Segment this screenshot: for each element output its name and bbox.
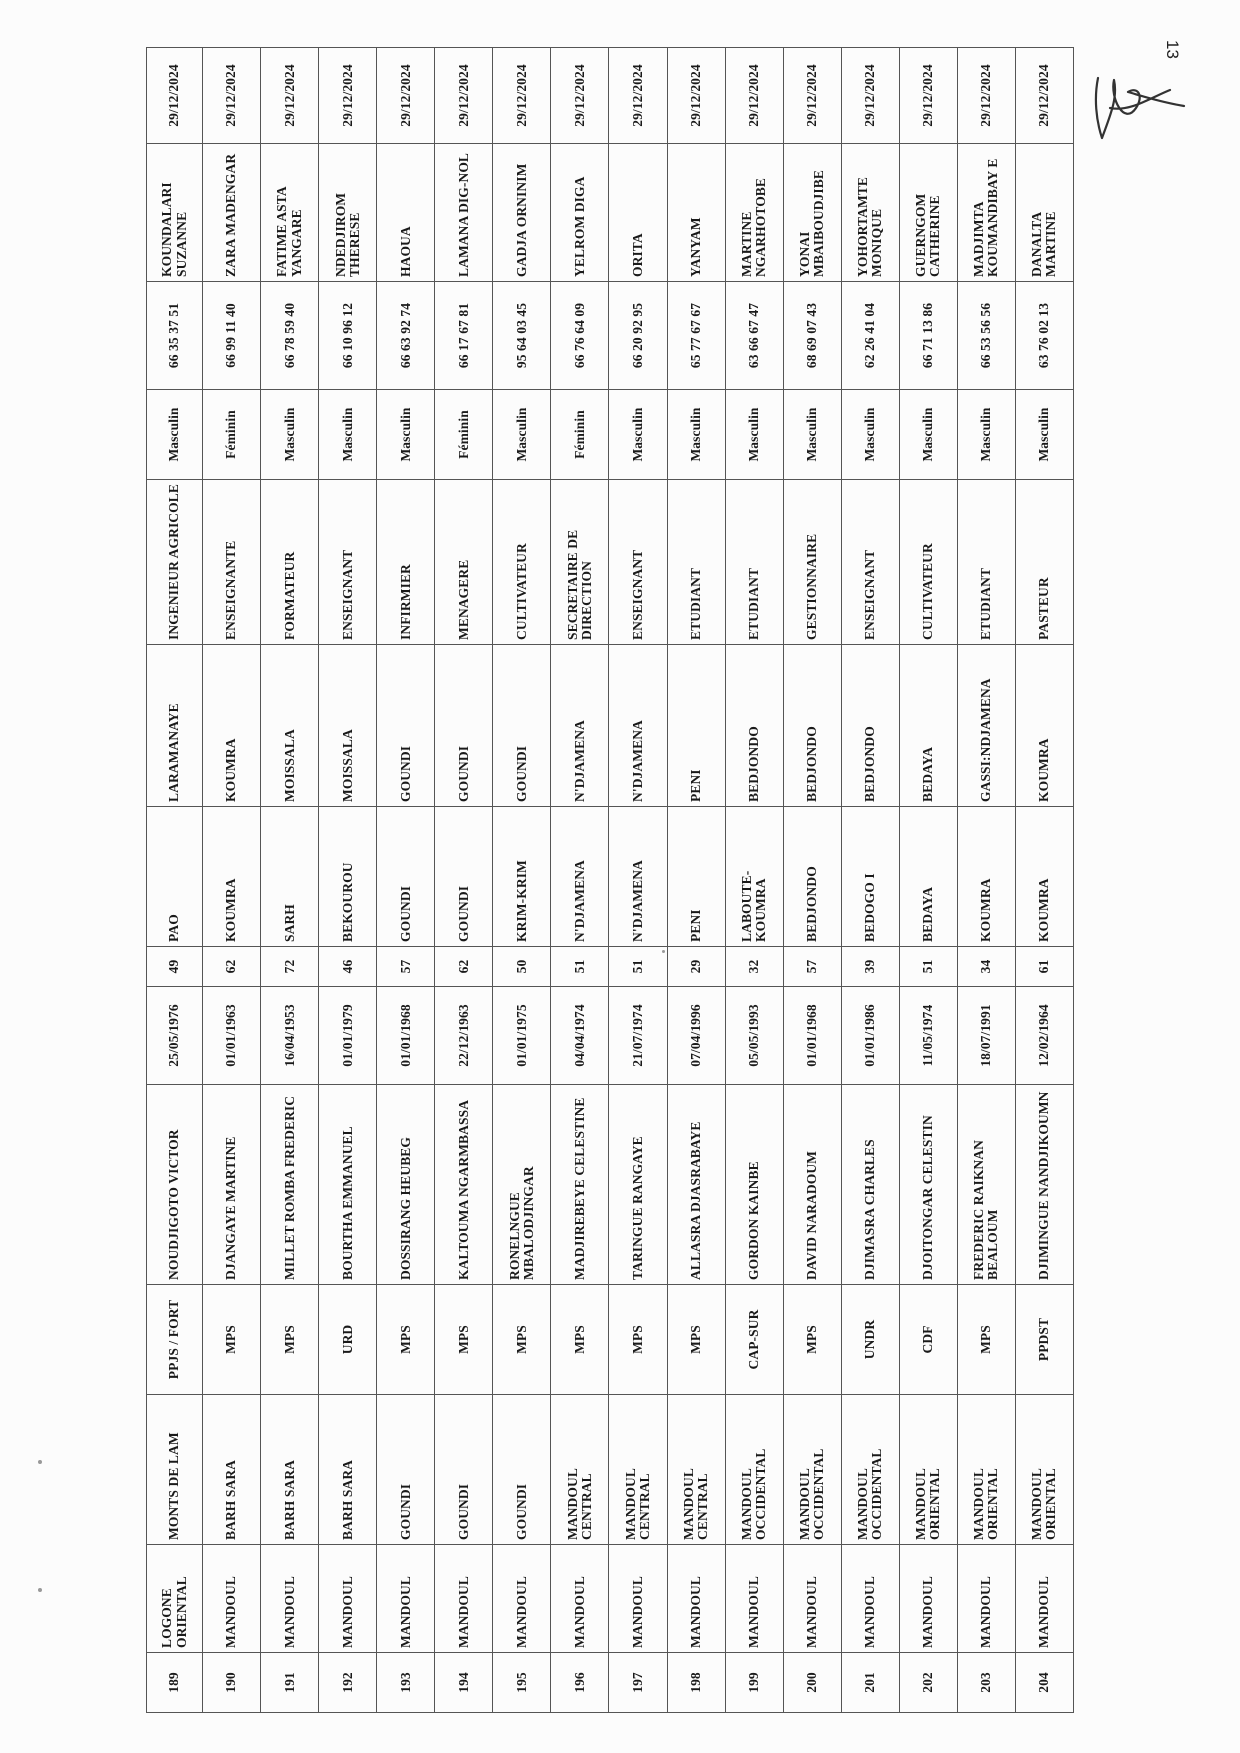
- sex-cell: Masculin: [609, 390, 667, 480]
- candidate-name-cell: KALTOUMA NGARMBASSA: [435, 1085, 493, 1285]
- residence-cell: BEDJONDO: [783, 645, 841, 807]
- phone-cell: 66 99 11 40: [203, 282, 261, 390]
- row-number: 196: [551, 1653, 609, 1713]
- row-number: 192: [319, 1653, 377, 1713]
- pao-cell: BEDAYA: [899, 807, 957, 947]
- pao-cell: PENI: [667, 807, 725, 947]
- table-row: [667, 48, 725, 1713]
- sex-cell: Masculin: [319, 390, 377, 480]
- profession-cell: ENSEIGNANTE: [203, 480, 261, 645]
- department-cell: MANDOUL CENTRAL: [551, 1395, 609, 1545]
- table-row: [957, 48, 1015, 1713]
- profession-cell: GESTIONNAIRE: [783, 480, 841, 645]
- party-cell: MPS: [435, 1285, 493, 1395]
- birth-date-cell: 01/01/1968: [783, 987, 841, 1085]
- table-row: [493, 48, 551, 1713]
- sex-cell: Masculin: [261, 390, 319, 480]
- pao-cell: BEDJONDO: [783, 807, 841, 947]
- birth-date-cell: 01/01/1979: [319, 987, 377, 1085]
- table-row: [609, 48, 667, 1713]
- table-row: [725, 48, 783, 1713]
- date-cell: 29/12/2024: [841, 48, 899, 144]
- department-cell: BARH SARA: [203, 1395, 261, 1545]
- substitute-cell: YONAI MBAIBOUDJIBE: [783, 144, 841, 282]
- date-cell: 29/12/2024: [899, 48, 957, 144]
- substitute-cell: YANYAM: [667, 144, 725, 282]
- sex-cell: Masculin: [899, 390, 957, 480]
- birth-date-cell: 05/05/1993: [725, 987, 783, 1085]
- table-row: [147, 48, 203, 1713]
- phone-cell: 66 20 92 95: [609, 282, 667, 390]
- age-cell: 57: [377, 947, 435, 987]
- age-cell: 32: [725, 947, 783, 987]
- residence-cell: GOUNDI: [377, 645, 435, 807]
- province-cell: LOGONE ORIENTAL: [147, 1545, 203, 1653]
- department-cell: BARH SARA: [319, 1395, 377, 1545]
- date-cell: 29/12/2024: [551, 48, 609, 144]
- date-cell: 29/12/2024: [493, 48, 551, 144]
- candidate-name-cell: DAVID NARADOUM: [783, 1085, 841, 1285]
- pao-cell: LABOUTE-KOUMRA: [725, 807, 783, 947]
- candidate-table: [146, 47, 1074, 1713]
- phone-cell: 66 17 67 81: [435, 282, 493, 390]
- table-row: [899, 48, 957, 1713]
- table-row: [841, 48, 899, 1713]
- substitute-cell: FATIME ASTA YANGARE: [261, 144, 319, 282]
- date-cell: 29/12/2024: [667, 48, 725, 144]
- candidate-name-cell: TARINGUE RANGAYE: [609, 1085, 667, 1285]
- pao-cell: KOUMRA: [203, 807, 261, 947]
- phone-cell: 63 66 67 47: [725, 282, 783, 390]
- date-cell: 29/12/2024: [783, 48, 841, 144]
- sex-cell: Masculin: [783, 390, 841, 480]
- scan-speck: [38, 1588, 42, 1592]
- party-cell: CDF: [899, 1285, 957, 1395]
- department-cell: GOUNDI: [377, 1395, 435, 1545]
- row-number: 201: [841, 1653, 899, 1713]
- residence-cell: KOUMRA: [203, 645, 261, 807]
- party-cell: UNDR: [841, 1285, 899, 1395]
- phone-cell: 66 35 37 51: [147, 282, 203, 390]
- candidate-name-cell: ALLASRA DJASRABAYE: [667, 1085, 725, 1285]
- province-cell: MANDOUL: [783, 1545, 841, 1653]
- substitute-cell: DANALTA MARTINE: [1015, 144, 1073, 282]
- row-number: 194: [435, 1653, 493, 1713]
- pao-cell: SARH: [261, 807, 319, 947]
- age-cell: 72: [261, 947, 319, 987]
- department-cell: BARH SARA: [261, 1395, 319, 1545]
- date-cell: 29/12/2024: [725, 48, 783, 144]
- pao-cell: BEDOGO I: [841, 807, 899, 947]
- candidate-name-cell: MILLET ROMBA FREDERIC: [261, 1085, 319, 1285]
- substitute-cell: GADJA ORNINIM: [493, 144, 551, 282]
- party-cell: MPS: [957, 1285, 1015, 1395]
- pao-cell: N'DJAMENA: [609, 807, 667, 947]
- province-cell: MANDOUL: [725, 1545, 783, 1653]
- date-cell: 29/12/2024: [957, 48, 1015, 144]
- date-cell: 29/12/2024: [1015, 48, 1073, 144]
- candidate-name-cell: NOUDJIGOTO VICTOR: [147, 1085, 203, 1285]
- party-cell: URD: [319, 1285, 377, 1395]
- substitute-cell: MARTINE NGARHOTOBE: [725, 144, 783, 282]
- phone-cell: 63 76 02 13: [1015, 282, 1073, 390]
- province-cell: MANDOUL: [609, 1545, 667, 1653]
- row-number: 203: [957, 1653, 1015, 1713]
- phone-cell: 66 10 96 12: [319, 282, 377, 390]
- row-number: 190: [203, 1653, 261, 1713]
- phone-cell: 66 63 92 74: [377, 282, 435, 390]
- scan-speck: [38, 1460, 42, 1464]
- age-cell: 51: [899, 947, 957, 987]
- table-row: [1015, 48, 1073, 1713]
- table-row: [435, 48, 493, 1713]
- substitute-cell: MADJIMTA KOUMANDIBAY E: [957, 144, 1015, 282]
- department-cell: MANDOUL CENTRAL: [609, 1395, 667, 1545]
- province-cell: MANDOUL: [1015, 1545, 1073, 1653]
- date-cell: 29/12/2024: [261, 48, 319, 144]
- date-cell: 29/12/2024: [609, 48, 667, 144]
- party-cell: PPJS / FORT: [147, 1285, 203, 1395]
- age-cell: 51: [551, 947, 609, 987]
- pao-cell: GOUNDI: [377, 807, 435, 947]
- candidate-name-cell: GORDON KAINBE: [725, 1085, 783, 1285]
- handwritten-signature: [1080, 68, 1190, 146]
- row-number: 200: [783, 1653, 841, 1713]
- party-cell: MPS: [203, 1285, 261, 1395]
- sex-cell: Masculin: [493, 390, 551, 480]
- age-cell: 49: [147, 947, 203, 987]
- age-cell: 50: [493, 947, 551, 987]
- age-cell: 39: [841, 947, 899, 987]
- date-cell: 29/12/2024: [435, 48, 493, 144]
- phone-cell: 68 69 07 43: [783, 282, 841, 390]
- profession-cell: MENAGERE: [435, 480, 493, 645]
- residence-cell: GOUNDI: [493, 645, 551, 807]
- residence-cell: BEDJONDO: [841, 645, 899, 807]
- sex-cell: Masculin: [841, 390, 899, 480]
- birth-date-cell: 22/12/1963: [435, 987, 493, 1085]
- province-cell: MANDOUL: [841, 1545, 899, 1653]
- birth-date-cell: 01/01/1963: [203, 987, 261, 1085]
- province-cell: MANDOUL: [319, 1545, 377, 1653]
- birth-date-cell: 01/01/1975: [493, 987, 551, 1085]
- candidate-name-cell: DJIMINGUE NANDJIKOUMN: [1015, 1085, 1073, 1285]
- province-cell: MANDOUL: [493, 1545, 551, 1653]
- profession-cell: CULTIVATEUR: [493, 480, 551, 645]
- residence-cell: N'DJAMENA: [551, 645, 609, 807]
- province-cell: MANDOUL: [203, 1545, 261, 1653]
- residence-cell: GASSI:NDJAMENA: [957, 645, 1015, 807]
- sex-cell: Masculin: [957, 390, 1015, 480]
- table-row: [319, 48, 377, 1713]
- age-cell: 61: [1015, 947, 1073, 987]
- page-number: 13: [1163, 40, 1182, 59]
- pao-cell: KOUMRA: [1015, 807, 1073, 947]
- birth-date-cell: 04/04/1974: [551, 987, 609, 1085]
- table-row: [377, 48, 435, 1713]
- province-cell: MANDOUL: [435, 1545, 493, 1653]
- phone-cell: 66 78 59 40: [261, 282, 319, 390]
- age-cell: 62: [435, 947, 493, 987]
- age-cell: 62: [203, 947, 261, 987]
- substitute-cell: LAMANA DIG-NOL: [435, 144, 493, 282]
- profession-cell: FORMATEUR: [261, 480, 319, 645]
- party-cell: MPS: [261, 1285, 319, 1395]
- age-cell: 46: [319, 947, 377, 987]
- birth-date-cell: 21/07/1974: [609, 987, 667, 1085]
- candidate-name-cell: BOURTHA EMMANUEL: [319, 1085, 377, 1285]
- residence-cell: MOISSALA: [319, 645, 377, 807]
- profession-cell: CULTIVATEUR: [899, 480, 957, 645]
- province-cell: MANDOUL: [377, 1545, 435, 1653]
- row-number: 195: [493, 1653, 551, 1713]
- pao-cell: KRIM-KRIM: [493, 807, 551, 947]
- pao-cell: BEKOUROU: [319, 807, 377, 947]
- substitute-cell: GUERNGOM CATHERINE: [899, 144, 957, 282]
- sex-cell: Féminin: [203, 390, 261, 480]
- sex-cell: Féminin: [551, 390, 609, 480]
- profession-cell: INFIRMIER: [377, 480, 435, 645]
- province-cell: MANDOUL: [261, 1545, 319, 1653]
- profession-cell: ENSEIGNANT: [609, 480, 667, 645]
- party-cell: MPS: [667, 1285, 725, 1395]
- sex-cell: Masculin: [667, 390, 725, 480]
- province-cell: MANDOUL: [667, 1545, 725, 1653]
- substitute-cell: KOUNDALARI SUZANNE: [147, 144, 203, 282]
- table-row: [203, 48, 261, 1713]
- age-cell: 29: [667, 947, 725, 987]
- candidate-name-cell: DJIMASRA CHARLES: [841, 1085, 899, 1285]
- phone-cell: 95 64 03 45: [493, 282, 551, 390]
- row-number: 199: [725, 1653, 783, 1713]
- profession-cell: ETUDIANT: [667, 480, 725, 645]
- department-cell: MANDOUL ORIENTAL: [957, 1395, 1015, 1545]
- residence-cell: BEDAYA: [899, 645, 957, 807]
- row-number: 191: [261, 1653, 319, 1713]
- province-cell: MANDOUL: [899, 1545, 957, 1653]
- substitute-cell: NDEDJIROM THERESE: [319, 144, 377, 282]
- party-cell: PPDST: [1015, 1285, 1073, 1395]
- date-cell: 29/12/2024: [147, 48, 203, 144]
- party-cell: MPS: [783, 1285, 841, 1395]
- department-cell: MANDOUL ORIENTAL: [1015, 1395, 1073, 1545]
- candidate-name-cell: RONELNGUE MBALODJINGAR: [493, 1085, 551, 1285]
- profession-cell: SECRETAIRE DE DIRECTION: [551, 480, 609, 645]
- residence-cell: LARAMANAYE: [147, 645, 203, 807]
- party-cell: CAP-SUR: [725, 1285, 783, 1395]
- birth-date-cell: 25/05/1976: [147, 987, 203, 1085]
- residence-cell: MOISSALA: [261, 645, 319, 807]
- department-cell: GOUNDI: [435, 1395, 493, 1545]
- profession-cell: ETUDIANT: [725, 480, 783, 645]
- profession-cell: PASTEUR: [1015, 480, 1073, 645]
- residence-cell: GOUNDI: [435, 645, 493, 807]
- profession-cell: ENSEIGNANT: [319, 480, 377, 645]
- residence-cell: BEDJONDO: [725, 645, 783, 807]
- pao-cell: N'DJAMENA: [551, 807, 609, 947]
- province-cell: MANDOUL: [957, 1545, 1015, 1653]
- substitute-cell: HAOUA: [377, 144, 435, 282]
- phone-cell: 62 26 41 04: [841, 282, 899, 390]
- profession-cell: INGENIEUR AGRICOLE: [147, 480, 203, 645]
- candidate-name-cell: DOSSIRANG HEUBEG: [377, 1085, 435, 1285]
- sex-cell: Féminin: [435, 390, 493, 480]
- age-cell: 51: [609, 947, 667, 987]
- birth-date-cell: 12/02/1964: [1015, 987, 1073, 1085]
- date-cell: 29/12/2024: [203, 48, 261, 144]
- substitute-cell: ZARA MADENGAR: [203, 144, 261, 282]
- pao-cell: KOUMRA: [957, 807, 1015, 947]
- table-row: [551, 48, 609, 1713]
- profession-cell: ETUDIANT: [957, 480, 1015, 645]
- phone-cell: 66 53 56 56: [957, 282, 1015, 390]
- sex-cell: Masculin: [1015, 390, 1073, 480]
- residence-cell: N'DJAMENA: [609, 645, 667, 807]
- date-cell: 29/12/2024: [377, 48, 435, 144]
- row-number: 197: [609, 1653, 667, 1713]
- candidate-name-cell: MADJIREBEYE CELESTINE: [551, 1085, 609, 1285]
- age-cell: 57: [783, 947, 841, 987]
- substitute-cell: YELROM DIGA: [551, 144, 609, 282]
- candidate-name-cell: DJANGAYE MARTINE: [203, 1085, 261, 1285]
- sex-cell: Masculin: [147, 390, 203, 480]
- party-cell: MPS: [609, 1285, 667, 1395]
- birth-date-cell: 01/01/1968: [377, 987, 435, 1085]
- row-number: 202: [899, 1653, 957, 1713]
- department-cell: MANDOUL OCCIDENTAL: [783, 1395, 841, 1545]
- sex-cell: Masculin: [725, 390, 783, 480]
- candidate-name-cell: FREDERIC RAIKNAN BEALOUM: [957, 1085, 1015, 1285]
- birth-date-cell: 16/04/1953: [261, 987, 319, 1085]
- row-number: 198: [667, 1653, 725, 1713]
- phone-cell: 66 76 64 09: [551, 282, 609, 390]
- sex-cell: Masculin: [377, 390, 435, 480]
- phone-cell: 66 71 13 86: [899, 282, 957, 390]
- row-number: 189: [147, 1653, 203, 1713]
- profession-cell: ENSEIGNANT: [841, 480, 899, 645]
- table-row: [783, 48, 841, 1713]
- pao-cell: GOUNDI: [435, 807, 493, 947]
- birth-date-cell: 18/07/1991: [957, 987, 1015, 1085]
- date-cell: 29/12/2024: [319, 48, 377, 144]
- department-cell: MANDOUL CENTRAL: [667, 1395, 725, 1545]
- province-cell: MANDOUL: [551, 1545, 609, 1653]
- party-cell: MPS: [493, 1285, 551, 1395]
- department-cell: MANDOUL OCCIDENTAL: [725, 1395, 783, 1545]
- birth-date-cell: 01/01/1986: [841, 987, 899, 1085]
- party-cell: MPS: [377, 1285, 435, 1395]
- age-cell: 34: [957, 947, 1015, 987]
- department-cell: MANDOUL ORIENTAL: [899, 1395, 957, 1545]
- party-cell: MPS: [551, 1285, 609, 1395]
- candidate-list-sheet: [146, 48, 1074, 1713]
- pao-cell: PAO: [147, 807, 203, 947]
- birth-date-cell: 07/04/1996: [667, 987, 725, 1085]
- table-row: [261, 48, 319, 1713]
- row-number: 204: [1015, 1653, 1073, 1713]
- department-cell: MANDOUL OCCIDENTAL: [841, 1395, 899, 1545]
- phone-cell: 65 77 67 67: [667, 282, 725, 390]
- department-cell: MONTS DE LAM: [147, 1395, 203, 1545]
- candidate-table-body: [147, 48, 1074, 1713]
- substitute-cell: YOHORTAMTE MONIQUE: [841, 144, 899, 282]
- candidate-name-cell: DJOITONGAR CELESTIN: [899, 1085, 957, 1285]
- row-number: 193: [377, 1653, 435, 1713]
- residence-cell: KOUMRA: [1015, 645, 1073, 807]
- residence-cell: PENI: [667, 645, 725, 807]
- department-cell: GOUNDI: [493, 1395, 551, 1545]
- substitute-cell: ORITA: [609, 144, 667, 282]
- birth-date-cell: 11/05/1974: [899, 987, 957, 1085]
